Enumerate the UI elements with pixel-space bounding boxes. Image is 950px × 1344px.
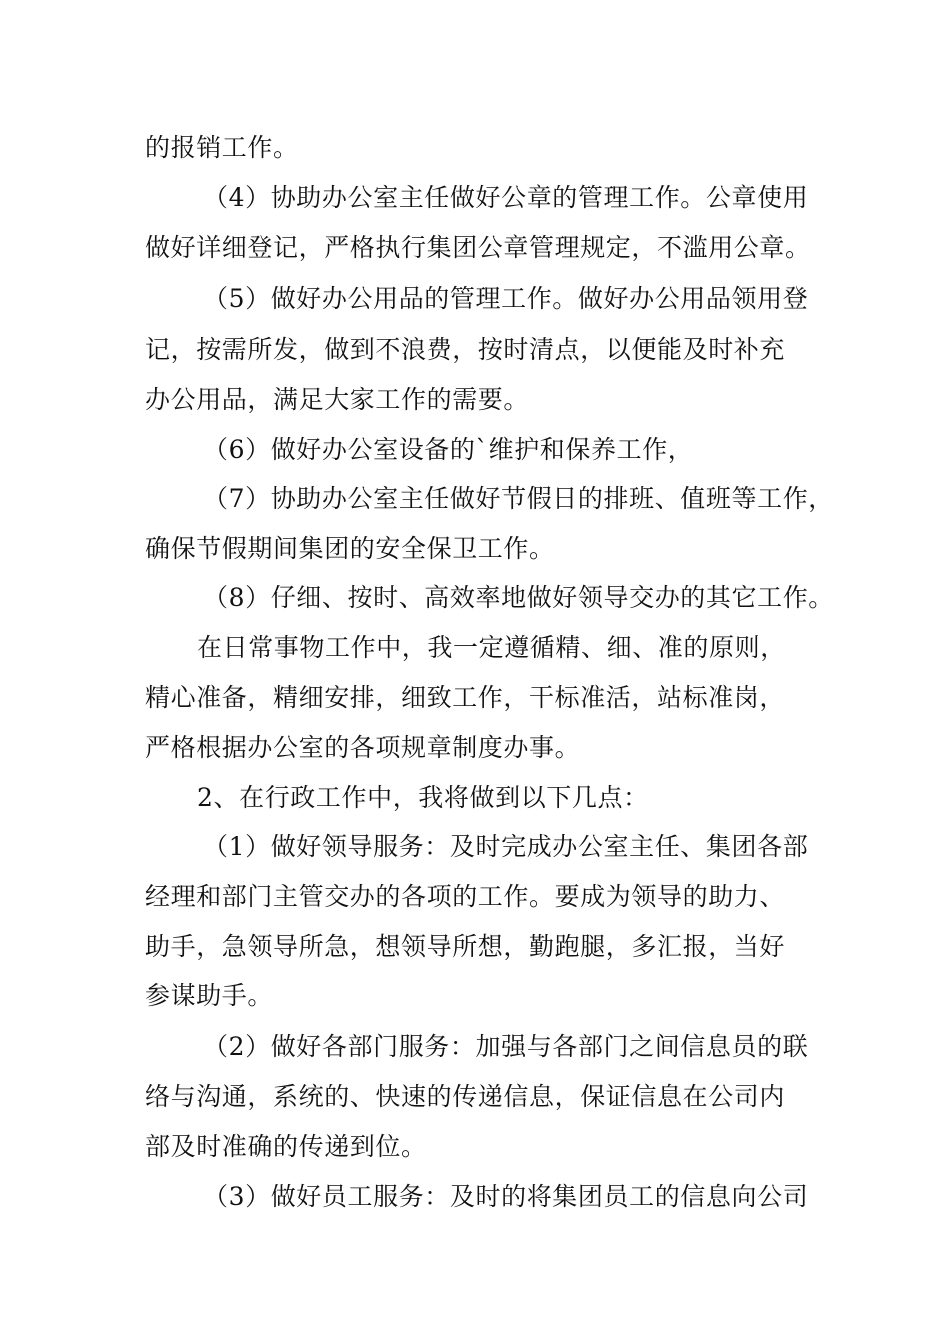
text-line: 2、在行政工作中，我将做到以下几点： <box>197 783 649 812</box>
text-line: （3）做好员工服务：及时的将集团员工的信息向公司 <box>203 1182 809 1211</box>
text-line: （8）仔细、按时、高效率地做好领导交办的其它工作。 <box>203 583 834 612</box>
text-line: 办公用品，满足大家工作的需要。 <box>145 385 530 414</box>
text-line: 精心准备，精细安排，细致工作，干标准活，站标准岗， <box>145 683 786 712</box>
text-line: 确保节假期间集团的安全保卫工作。 <box>145 534 555 563</box>
text-line: （5）做好办公用品的管理工作。做好办公用品领用登 <box>203 284 809 313</box>
text-line: 络与沟通，系统的、快速的传递信息，保证信息在公司内 <box>145 1082 786 1111</box>
text-line: 记，按需所发，做到不浪费，按时清点，以便能及时补充 <box>145 335 786 364</box>
text-line: （6）做好办公室设备的`维护和保养工作， <box>203 435 694 464</box>
text-line: 助手，急领导所急，想领导所想，勤跑腿，多汇报，当好 <box>145 932 786 961</box>
text-line: （4）协助办公室主任做好公章的管理工作。公章使用 <box>203 183 809 212</box>
text-line: （1）做好领导服务：及时完成办公室主任、集团各部 <box>203 832 809 861</box>
text-line: 严格根据办公室的各项规章制度办事。 <box>145 733 581 762</box>
text-line: （7）协助办公室主任做好节假日的排班、值班等工作， <box>203 484 834 513</box>
text-line: 参谋助手。 <box>145 981 274 1010</box>
text-line: （2）做好各部门服务：加强与各部门之间信息员的联 <box>203 1032 809 1061</box>
text-line: 在日常事物工作中，我一定遵循精、细、准的原则， <box>197 633 786 662</box>
text-line: 经理和部门主管交办的各项的工作。要成为领导的助力、 <box>145 882 786 911</box>
text-line: 部及时准确的传递到位。 <box>145 1132 427 1161</box>
text-line: 的报销工作。 <box>145 133 299 162</box>
text-line: 做好详细登记，严格执行集团公章管理规定，不滥用公章。 <box>145 233 811 262</box>
